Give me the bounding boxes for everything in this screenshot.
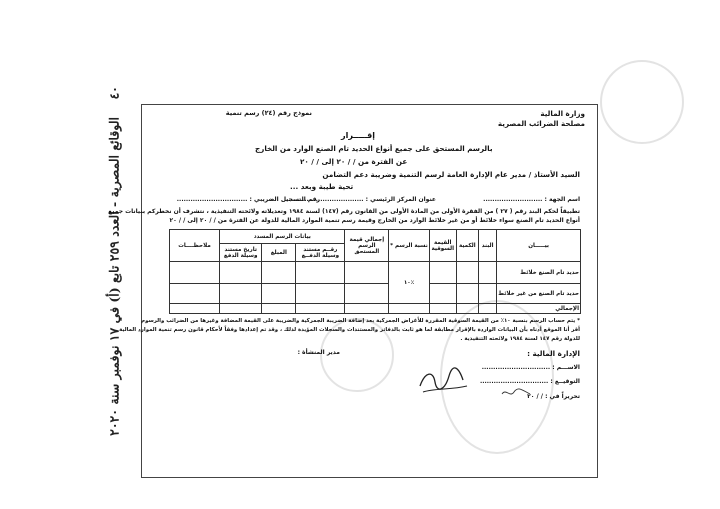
table-cell	[170, 284, 220, 304]
table-cell	[456, 304, 478, 314]
table-cell	[262, 262, 296, 284]
body-text-line-2: أنواع الحديد تام الصنع سواء خلائط أو من غير خلائط الوارد من الخارج وقيمة رسم تنمية الموارد المالية للدولة عن الفترة من / / ٢٠ إلى / / ٢٠	[169, 217, 580, 224]
table-cell	[456, 262, 478, 284]
form-title: إقـــــرار	[341, 131, 375, 140]
reporting-period: عن الفترة من / / ٢٠ إلى / / ٢٠	[300, 157, 408, 166]
col-amount: المبلغ	[262, 244, 296, 262]
col-group-payment: بيانات الرسم المسدد	[220, 230, 345, 244]
gazette-caption: الوقائع المصرية - العدد ٢٥٩ تابع (أ) في ١٧ نوفمبر سنة ٢٠٢٠	[106, 116, 122, 436]
table-cell	[429, 262, 456, 284]
watermark-seal	[600, 60, 684, 144]
table-cell	[456, 284, 478, 304]
col-total-due: إجمالي قيمة الرسم المستحق	[345, 230, 389, 262]
signature-field: التوقيــع : ..............................	[479, 378, 580, 385]
handwritten-initials	[500, 386, 532, 400]
form-number: نموذج رقم (٢٤) رسم تنمية	[225, 109, 312, 117]
col-notes: ملاحظــــات	[170, 230, 220, 262]
handwritten-signature	[415, 362, 475, 396]
date-field: تحريراً في : / / ٢٠	[527, 393, 580, 400]
table-cell	[296, 262, 345, 284]
col-item: البند	[479, 230, 497, 262]
name-field: الاســـم : ..............................	[481, 364, 580, 371]
row-label: حديد تام الصنع من غير خلائط	[497, 284, 581, 304]
col-rate: نسبة الرسم *	[389, 230, 430, 262]
main-address-field: عنوان المركز الرئيسي : ..................................	[286, 196, 436, 203]
table-cell	[170, 262, 220, 284]
declaration-line-1: أقر أنا الموقع أدناه بأن البيانات الواردة بالإقرار مطابقة لما هو ثابت بالدفاتر والمستندات والسجلات المؤيدة لذلك ، وقد تم إعدادها وفقاً لأحكام قانون رسم تنمية الموارد المالية	[119, 327, 580, 333]
page-number: ٤٠	[106, 86, 122, 100]
ministry-name: وزارة المالية	[540, 109, 585, 118]
row-label: الإجمالي	[497, 304, 581, 314]
table-cell	[389, 304, 430, 314]
table-cell	[262, 304, 296, 314]
finance-dept-label: الإدارة المالية :	[527, 349, 580, 358]
row-label: حديد تام الصنع خلائط	[497, 262, 581, 284]
table-cell	[220, 304, 262, 314]
col-market-value: القيمة السوقية	[429, 230, 456, 262]
table-cell	[429, 304, 456, 314]
table-cell	[262, 284, 296, 304]
tax-registration-field: رقم التسجيل الضريبي : ...............................	[176, 196, 320, 203]
table-cell	[345, 262, 389, 284]
greeting: تحية طيبة وبعد ...	[290, 182, 354, 191]
fee-table	[169, 229, 581, 314]
table-cell	[479, 262, 497, 284]
table-row	[170, 262, 581, 284]
table-cell	[296, 304, 345, 314]
table-cell	[345, 284, 389, 304]
side-caption	[100, 86, 128, 436]
entity-name-field: اسم الجهة : ..........................	[483, 196, 580, 203]
declaration-line-2: للدولة رقم ١٤٧ لسنة ١٩٨٤ ولائحته التنفيذية .	[460, 336, 580, 342]
table-row-total	[170, 304, 581, 314]
table-cell	[220, 284, 262, 304]
table-cell	[220, 262, 262, 284]
row-rate: ٪١٠	[389, 262, 430, 304]
col-quantity: الكمية	[456, 230, 478, 262]
col-payment-doc-no: رقــم مستند وسيلة الدفــع	[296, 244, 345, 262]
col-date-doc: تاريخ مستند وسيلة الدفع	[220, 244, 262, 262]
table-cell	[345, 304, 389, 314]
col-statement: بيـــــان	[497, 230, 581, 262]
table-cell	[479, 284, 497, 304]
body-text-line-1: تطبيقاً لحكم البند رقم ( ٢٧ ) من الفقرة الأولى من المادة الأولى من القانون رقم (١٤٧) لسنة ١٩٨٤ وتعديلاته ولائحته التنفيذية ، نتشرف أن نخطركم ببيانات جميع	[108, 208, 580, 215]
facility-manager-label: مدير المنشأة :	[297, 349, 340, 356]
addressee: السيد الأستاذ / مدير عام الإدارة العامة لرسم التنمية وضريبة دعم التضامن	[322, 170, 580, 179]
table-row	[170, 284, 581, 304]
authority-name: مصلحة الضرائب المصرية	[497, 119, 585, 128]
footnote-line-1: * يتم حساب الرسم بنسبة ١٠٪ من القيمة السوقية المقررة للأغراض الجمركية بعد إضافة الضريبة الجمركية والضريبة على القيمة المضافة وغيرها من الضرائب والرسوم	[141, 318, 580, 324]
table-cell	[170, 304, 220, 314]
table-cell	[296, 284, 345, 304]
table-cell	[429, 284, 456, 304]
form-subtitle: بالرسم المستحق على جميع أنواع الحديد تام الصنع الوارد من الخارج	[255, 144, 493, 153]
table-cell	[479, 304, 497, 314]
